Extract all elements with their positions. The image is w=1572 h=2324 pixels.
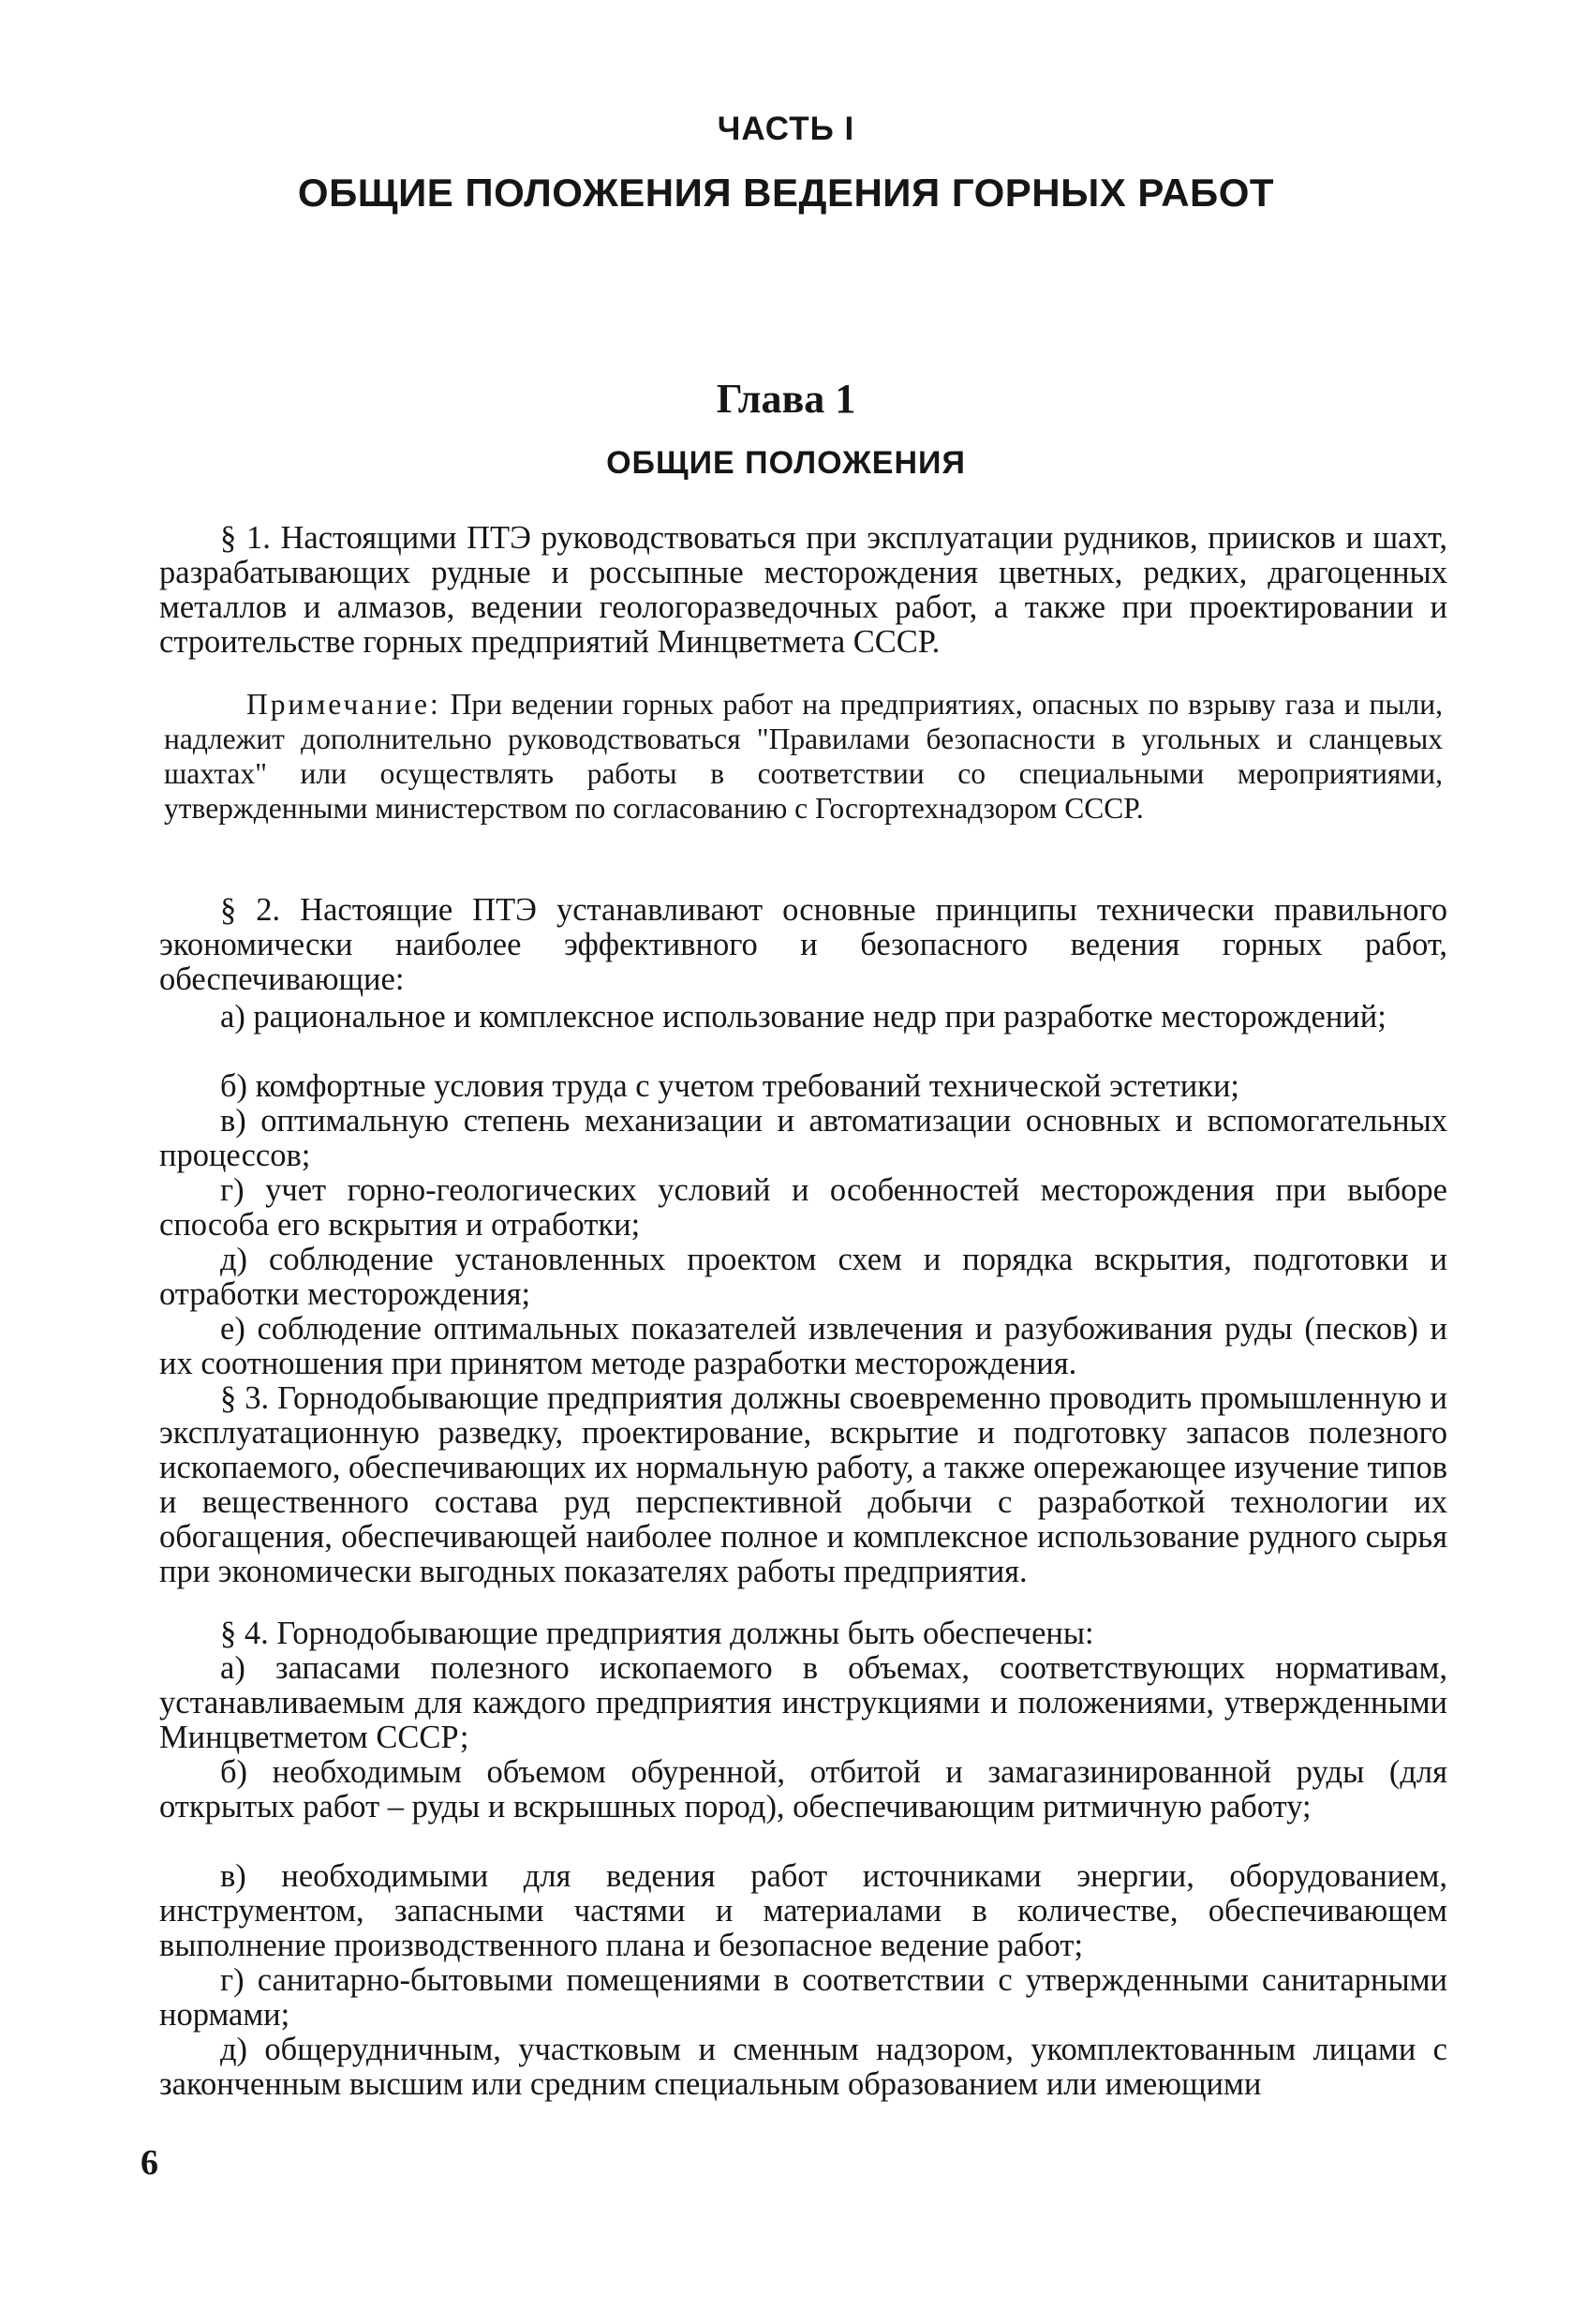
paragraph-2-item-e: д) соблюдение установленных проектом схем и порядка вскрытия, подготовки и отработки месторождения; (159, 1242, 1447, 1312)
part-title: ОБЩИЕ ПОЛОЖЕНИЯ ВЕДЕНИЯ ГОРНЫХ РАБОТ (297, 171, 1275, 215)
paragraph-1: § 1. Настоящими ПТЭ руководствоваться при эксплуатации рудников, приисков и шахт, разрабатывающих рудные и россыпные месторождения цветных, редких, драгоценных металлов и алмазов, ведении геологоразведочных работ, а также при проектировании и строительстве горных предприятий Минцветмета СССР. (159, 520, 1447, 660)
paragraph-4-item-c: в) необходимыми для ведения работ источниками энергии, оборудованием, инструментом, запасными частями и материалами в количестве, обеспечивающем выполнение производственного плана и безопасное ведение работ; (159, 1858, 1447, 1963)
note-text: При ведении горных работ на предприятиях, опасных по взрыву газа и пыли, надлежит дополнительно руководствоваться "Правилами безопасности в угольных и сланцевых шахтах" или осуществлять работы в соответствии со специальными мероприятиями, утвержденными министерством по согласованию с Госгортехнадзором СССР. (164, 688, 1443, 825)
paragraph-3: § 3. Горнодобывающие предприятия должны своевременно проводить промышленную и эксплуатационную разведку, проектирование, вскрытие и подготовку запасов полезного ископаемого, обеспечивающих их нормальную работу, а также опережающее изучение типов и вещественного состава руд перспективной добычи с разработкой технологии их обогащения, обеспечивающей наиболее полное и комплексное использование рудного сырья при экономически выгодных показателях работы предприятия. (159, 1380, 1447, 1589)
paragraph-2: § 2. Настоящие ПТЭ устанавливают основные принципы технически правильного экономически наиболее эффективного и безопасного ведения горных работ, обеспечивающие: (159, 892, 1447, 997)
paragraph-2-item-a: а) рациональное и комплексное использование недр при разработке месторождений; (220, 999, 1387, 1035)
paragraph-4-item-e: д) общерудничным, участковым и сменным надзором, укомплектованным лицами с законченным высшим или средним специальным образованием или имеющими (159, 2032, 1447, 2102)
note (164, 687, 1443, 826)
paragraph-4-item-a: а) запасами полезного ископаемого в объемах, соответствующих нормативам, устанавливаемым для каждого предприятия инструкциями и положениями, утвержденными Минцветметом СССР; (159, 1650, 1447, 1755)
paragraph-2-item-b: б) комфортные условия труда с учетом требований технической эстетики; (220, 1068, 1239, 1104)
paragraph-2-item-d: г) учет горно-геологических условий и особенностей месторождения при выборе способа его вскрытия и отработки; (159, 1172, 1447, 1243)
paragraph-4-item-d: г) санитарно-бытовыми помещениями в соответствии с утвержденными санитарными нормами; (159, 1962, 1447, 2033)
paragraph-4: § 4. Горнодобывающие предприятия должны быть обеспечены: (220, 1616, 1094, 1651)
chapter-title: ОБЩИЕ ПОЛОЖЕНИЯ (606, 445, 966, 481)
paragraph-2-item-f: е) соблюдение оптимальных показателей извлечения и разубоживания руды (песков) и их соотношения при принятом методе разработки месторождения. (159, 1311, 1447, 1381)
page-number: 6 (141, 2143, 158, 2182)
chapter-label: Глава 1 (716, 376, 856, 422)
paragraph-4-item-b: б) необходимым объемом обуренной, отбитой и замагазинированной руды (для открытых работ – руды и вскрышных пород), обеспечивающим ритмичную работу; (159, 1754, 1447, 1825)
note-label: Примечание: (246, 688, 441, 721)
paragraph-2-item-c: в) оптимальную степень механизации и автоматизации основных и вспомогательных процессов; (159, 1103, 1447, 1173)
part-label: ЧАСТЬ I (717, 111, 855, 147)
